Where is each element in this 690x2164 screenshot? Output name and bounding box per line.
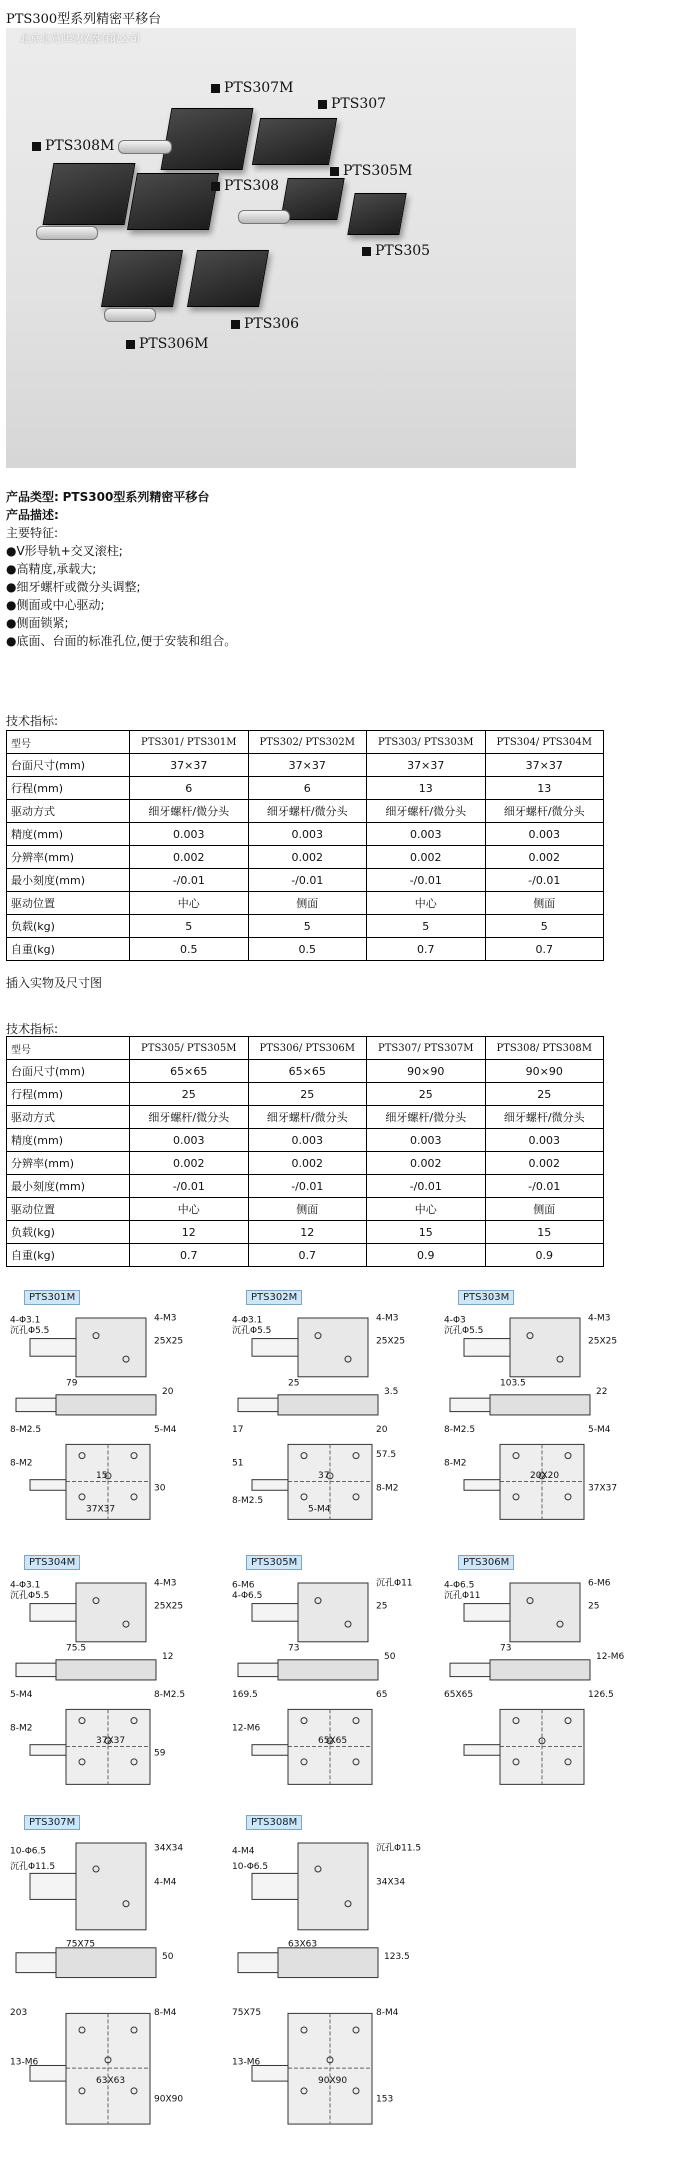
spec1-heading: 技术指标: (6, 714, 59, 728)
dimension-label: 10-Φ6.5 (10, 1846, 47, 1857)
dimension-label: 4-M4 (154, 1877, 177, 1888)
dimension-label: 6-M6 (588, 1578, 611, 1589)
table-cell: 细牙螺杆/微分头 (248, 1106, 366, 1129)
row-header: 最小刻度(mm) (7, 869, 130, 892)
table-row (7, 938, 604, 961)
table-cell: 0.003 (367, 823, 485, 846)
watermark: 北京北光世纪仪器有限公司 (20, 34, 140, 45)
table-cell: 细牙螺杆/微分头 (485, 800, 604, 823)
row-header: 驱动位置 (7, 1198, 130, 1221)
dimension-label: 59 (154, 1748, 166, 1759)
dimension-drawing (228, 1310, 428, 1520)
stage-pts307m (161, 108, 254, 170)
table-cell: 12 (248, 1221, 366, 1244)
spec2-heading: 技术指标: (6, 1022, 59, 1036)
dimension-label: 203 (10, 2007, 28, 2018)
micrometer (104, 308, 156, 322)
dimension-label: 34X34 (376, 1877, 406, 1888)
table-cell: 0.5 (248, 938, 366, 961)
dimension-label: 73 (288, 1643, 300, 1654)
dimension-label: 8-M2 (10, 1723, 33, 1734)
dimension-label: 123.5 (384, 1952, 410, 1962)
table-cell: 0.003 (248, 1129, 366, 1152)
dimension-label: 4-Φ3.1 (232, 1315, 263, 1326)
dimension-drawing (6, 1835, 206, 2145)
dimension-label: 沉孔Φ5.5 (444, 1326, 484, 1337)
dimension-label: 65X65 (444, 1689, 474, 1700)
table-row (7, 1152, 604, 1175)
row-header: 自重(kg) (7, 938, 130, 961)
drawing-tag: PTS307M (24, 1815, 80, 1830)
dimension-label: 4-Φ3.1 (10, 1315, 41, 1326)
dimension-label: 63X63 (96, 2076, 126, 2086)
micrometer (118, 140, 172, 154)
dimension-label: 25X25 (376, 1336, 406, 1347)
dimension-label: 沉孔Φ11 (376, 1578, 413, 1589)
dimension-label: 6-M6 (232, 1580, 255, 1591)
table-cell: 25 (248, 1083, 366, 1106)
dimension-drawing (6, 1575, 206, 1785)
table-cell: 0.003 (130, 1129, 248, 1152)
row-header: 精度(mm) (7, 823, 130, 846)
table-row (7, 800, 604, 823)
table-cell: 25 (130, 1083, 248, 1106)
dimension-label: 90X90 (318, 2076, 348, 2086)
table-cell: 13 (367, 777, 485, 800)
table-cell: 中心 (367, 892, 485, 915)
row-header: 驱动位置 (7, 892, 130, 915)
table-cell: 中心 (130, 892, 248, 915)
table-cell: 0.002 (130, 846, 248, 869)
table-cell: PTS301/ PTS301M (130, 731, 248, 754)
dimension-label: 8-M2 (444, 1458, 467, 1469)
table-cell: 90×90 (485, 1060, 604, 1083)
micrometer (238, 210, 290, 224)
table-cell: 细牙螺杆/微分头 (248, 800, 366, 823)
table-cell: 5 (130, 915, 248, 938)
dimension-label: 25X25 (588, 1336, 618, 1347)
table-cell: PTS307/ PTS307M (367, 1037, 485, 1060)
table-row (7, 823, 604, 846)
table-cell: 37×37 (248, 754, 366, 777)
dimension-label: 63X63 (288, 1939, 318, 1950)
dimension-label: 4-Φ6.5 (232, 1591, 263, 1602)
dimension-label: 51 (232, 1458, 244, 1469)
dimension-label: 37X37 (96, 1736, 126, 1746)
dimension-label: 8-M2.5 (232, 1496, 264, 1507)
feature-item: ●底面、台面的标准孔位,便于安装和组合。 (6, 634, 237, 648)
table-cell: 中心 (367, 1198, 485, 1221)
table-cell: 细牙螺杆/微分头 (130, 1106, 248, 1129)
table-cell: 0.7 (485, 938, 604, 961)
dimension-label: 20 (162, 1387, 174, 1397)
features-title: 主要特征: (6, 526, 59, 540)
row-header: 行程(mm) (7, 777, 130, 800)
dimension-label: 65X65 (318, 1736, 348, 1746)
dimension-label: 20X20 (530, 1471, 560, 1481)
dimension-drawing (228, 1575, 428, 1785)
product-info (6, 488, 236, 650)
stage-pts305 (347, 193, 406, 235)
dimension-label: 30 (154, 1483, 166, 1494)
desc-label: 产品描述: (6, 508, 59, 522)
table-cell: 0.002 (485, 846, 604, 869)
stage-pts306 (187, 250, 269, 307)
dimension-label: 17 (232, 1424, 244, 1435)
spec1-note: 插入实物及尺寸图 (6, 976, 103, 990)
micrometer (36, 226, 98, 240)
table-cell: PTS306/ PTS306M (248, 1037, 366, 1060)
dimension-label: 4-M3 (154, 1313, 177, 1324)
feature-item: ●侧面或中心驱动; (6, 598, 105, 612)
table-cell: 细牙螺杆/微分头 (485, 1106, 604, 1129)
drawing-tag: PTS302M (246, 1290, 302, 1305)
dimension-label: 12-M6 (232, 1723, 261, 1734)
stage-pts306m (101, 250, 183, 307)
table-cell: 25 (485, 1083, 604, 1106)
dimension-label: 37 (318, 1471, 330, 1481)
photo-label: PTS305M (330, 163, 412, 179)
type-label: 产品类型: (6, 490, 59, 504)
photo-label: PTS306M (126, 336, 208, 352)
row-header: 台面尺寸(mm) (7, 754, 130, 777)
table-cell: 15 (367, 1221, 485, 1244)
dimension-label: 65 (376, 1689, 388, 1700)
dimension-label: 25 (588, 1601, 600, 1612)
dimension-label: 8-M2.5 (154, 1689, 186, 1700)
table-cell: 25 (367, 1083, 485, 1106)
dimension-drawing (440, 1310, 640, 1520)
table-row (7, 1244, 604, 1267)
table-cell: 0.002 (248, 846, 366, 869)
dimension-label: 50 (162, 1952, 174, 1962)
drawing-tag: PTS308M (246, 1815, 302, 1830)
table-cell: 细牙螺杆/微分头 (130, 800, 248, 823)
table-cell: 37×37 (367, 754, 485, 777)
spec-table-1 (6, 730, 604, 961)
table-row (7, 1129, 604, 1152)
table-cell: 65×65 (130, 1060, 248, 1083)
dimension-label: 20 (376, 1424, 388, 1435)
row-header: 型号 (7, 1037, 130, 1060)
dimension-label: 10-Φ6.5 (232, 1862, 269, 1873)
dimension-drawing (440, 1575, 640, 1785)
table-cell: 0.5 (130, 938, 248, 961)
dimension-drawing (228, 1835, 428, 2145)
dimension-label: 4-M3 (376, 1313, 399, 1324)
dimension-label: 73 (500, 1643, 512, 1654)
table-cell: 0.7 (248, 1244, 366, 1267)
table-row (7, 777, 604, 800)
table-row (7, 1221, 604, 1244)
table-cell: -/0.01 (248, 1175, 366, 1198)
table-row (7, 1198, 604, 1221)
dimension-label: 75X75 (66, 1939, 96, 1950)
page-title: PTS300型系列精密平移台 (6, 12, 162, 27)
dimension-label: 12-M6 (596, 1652, 625, 1662)
dimension-label: 5-M4 (10, 1689, 33, 1700)
table-row (7, 754, 604, 777)
drawing-tag: PTS301M (24, 1290, 80, 1305)
table-cell: 0.003 (485, 1129, 604, 1152)
photo-label: PTS307 (318, 96, 386, 112)
dimension-label: 4-Φ6.5 (444, 1580, 475, 1591)
table-row (7, 915, 604, 938)
table-cell: 0.002 (485, 1152, 604, 1175)
table-cell: 0.002 (248, 1152, 366, 1175)
drawing-tag: PTS306M (458, 1555, 514, 1570)
table-cell: 0.7 (367, 938, 485, 961)
dimension-label: 8-M2 (376, 1483, 399, 1494)
dimension-label: 79 (66, 1378, 78, 1389)
drawing-tag: PTS305M (246, 1555, 302, 1570)
dimension-label: 4-M3 (154, 1578, 177, 1589)
row-header: 型号 (7, 731, 130, 754)
type-value: PTS300型系列精密平移台 (62, 490, 210, 504)
row-header: 驱动方式 (7, 1106, 130, 1129)
dimension-label: 103.5 (500, 1378, 526, 1389)
dimension-label: 75X75 (232, 2007, 262, 2018)
dimension-label: 15 (96, 1471, 108, 1481)
table-cell: -/0.01 (130, 1175, 248, 1198)
table-cell: 中心 (130, 1198, 248, 1221)
table-cell: 0.9 (485, 1244, 604, 1267)
dimension-label: 4-M3 (588, 1313, 611, 1324)
photo-label: PTS308M (32, 138, 114, 154)
dimension-label: 沉孔Φ11 (444, 1591, 481, 1602)
table-cell: 侧面 (248, 1198, 366, 1221)
drawing-tag: PTS303M (458, 1290, 514, 1305)
dimension-drawing (6, 1310, 206, 1520)
table-cell: 0.003 (248, 823, 366, 846)
stage-pts307 (252, 118, 337, 165)
table-cell: 0.002 (367, 1152, 485, 1175)
dimension-label: 4-M4 (232, 1846, 255, 1857)
table-row (7, 731, 604, 754)
table-row (7, 1060, 604, 1083)
stage-pts308 (127, 173, 219, 230)
table-cell: 侧面 (248, 892, 366, 915)
dimension-label: 25 (376, 1601, 388, 1612)
dimension-label: 沉孔Φ11.5 (10, 1862, 56, 1873)
table-row (7, 1106, 604, 1129)
drawing-tag: PTS304M (24, 1555, 80, 1570)
table-cell: 65×65 (248, 1060, 366, 1083)
dimension-label: 5-M4 (588, 1424, 611, 1435)
table-cell: 6 (248, 777, 366, 800)
dimension-label: 90X90 (154, 2094, 184, 2105)
dimension-label: 8-M2.5 (444, 1424, 476, 1435)
table-cell: 侧面 (485, 892, 604, 915)
table-cell: 15 (485, 1221, 604, 1244)
spec-table-2 (6, 1036, 604, 1267)
stage-pts308m (43, 163, 136, 225)
row-header: 台面尺寸(mm) (7, 1060, 130, 1083)
dimension-label: 126.5 (588, 1689, 614, 1700)
row-header: 分辨率(mm) (7, 1152, 130, 1175)
dimension-label: 8-M2 (10, 1458, 33, 1469)
stage-pts305m (280, 178, 344, 220)
table-cell: 13 (485, 777, 604, 800)
dimension-label: 沉孔Φ5.5 (232, 1326, 272, 1337)
table-cell: 37×37 (130, 754, 248, 777)
table-cell: -/0.01 (130, 869, 248, 892)
table-cell: -/0.01 (485, 869, 604, 892)
table-cell: PTS305/ PTS305M (130, 1037, 248, 1060)
feature-item: ●高精度,承载大; (6, 562, 97, 576)
feature-item: ●V形导轨+交叉滚柱; (6, 544, 123, 558)
dimension-label: 沉孔Φ5.5 (10, 1326, 50, 1337)
dimension-label: 5-M4 (154, 1424, 177, 1435)
table-row (7, 1037, 604, 1060)
table-row (7, 892, 604, 915)
feature-item: ●细牙螺杆或微分头调整; (6, 580, 141, 594)
dimension-label: 25X25 (154, 1336, 184, 1347)
table-row (7, 1083, 604, 1106)
table-cell: 90×90 (367, 1060, 485, 1083)
table-cell: 0.003 (485, 823, 604, 846)
table-cell: 细牙螺杆/微分头 (367, 1106, 485, 1129)
row-header: 负载(kg) (7, 1221, 130, 1244)
dimension-label: 沉孔Φ11.5 (376, 1843, 422, 1854)
table-cell: 37×37 (485, 754, 604, 777)
row-header: 负载(kg) (7, 915, 130, 938)
dimension-label: 3.5 (384, 1387, 399, 1397)
row-header: 自重(kg) (7, 1244, 130, 1267)
dimension-label: 25X25 (154, 1601, 184, 1612)
dimension-label: 169.5 (232, 1689, 258, 1700)
dimension-label: 50 (384, 1652, 396, 1662)
table-cell: 细牙螺杆/微分头 (367, 800, 485, 823)
dimension-label: 5-M4 (308, 1504, 331, 1515)
table-row (7, 846, 604, 869)
photo-label: PTS307M (211, 80, 293, 96)
table-cell: 0.7 (130, 1244, 248, 1267)
row-header: 分辨率(mm) (7, 846, 130, 869)
feature-item: ●侧面锁紧; (6, 616, 69, 630)
dimension-label: 4-Φ3.1 (10, 1580, 41, 1591)
dimension-label: 4-Φ3 (444, 1315, 466, 1326)
table-cell: -/0.01 (367, 1175, 485, 1198)
table-cell: PTS302/ PTS302M (248, 731, 366, 754)
table-cell: PTS304/ PTS304M (485, 731, 604, 754)
row-header: 最小刻度(mm) (7, 1175, 130, 1198)
dimension-label: 34X34 (154, 1843, 184, 1854)
table-cell: -/0.01 (248, 869, 366, 892)
table-cell: 5 (485, 915, 604, 938)
dimension-label: 22 (596, 1387, 608, 1397)
table-cell: 0.9 (367, 1244, 485, 1267)
row-header: 行程(mm) (7, 1083, 130, 1106)
dimension-label: 12 (162, 1652, 174, 1662)
table-cell: 6 (130, 777, 248, 800)
table-row (7, 1175, 604, 1198)
dimension-label: 8-M2.5 (10, 1424, 42, 1435)
dimension-label: 75.5 (66, 1643, 87, 1654)
table-cell: 5 (367, 915, 485, 938)
table-cell: 12 (130, 1221, 248, 1244)
table-cell: -/0.01 (367, 869, 485, 892)
row-header: 精度(mm) (7, 1129, 130, 1152)
photo-label: PTS308 (211, 178, 279, 194)
table-cell: PTS308/ PTS308M (485, 1037, 604, 1060)
dimension-label: 13-M6 (10, 2057, 39, 2068)
table-cell: 0.002 (130, 1152, 248, 1175)
table-row (7, 869, 604, 892)
photo-label: PTS306 (231, 316, 299, 332)
photo-label: PTS305 (362, 243, 430, 259)
dimension-label: 37X37 (588, 1483, 618, 1494)
table-cell: 侧面 (485, 1198, 604, 1221)
table-cell: PTS303/ PTS303M (367, 731, 485, 754)
dimension-label: 25 (288, 1378, 300, 1389)
table-cell: 0.003 (367, 1129, 485, 1152)
product-photo (6, 28, 576, 468)
table-cell: 0.002 (367, 846, 485, 869)
table-cell: -/0.01 (485, 1175, 604, 1198)
row-header: 驱动方式 (7, 800, 130, 823)
dimension-label: 57.5 (376, 1450, 397, 1460)
dimension-label: 沉孔Φ5.5 (10, 1591, 50, 1602)
dimension-label: 153 (376, 2094, 394, 2105)
dimension-label: 8-M4 (154, 2007, 177, 2018)
table-cell: 5 (248, 915, 366, 938)
dimension-label: 37X37 (86, 1504, 116, 1515)
table-cell: 0.003 (130, 823, 248, 846)
dimension-label: 8-M4 (376, 2007, 399, 2018)
dimension-label: 13-M6 (232, 2057, 261, 2068)
